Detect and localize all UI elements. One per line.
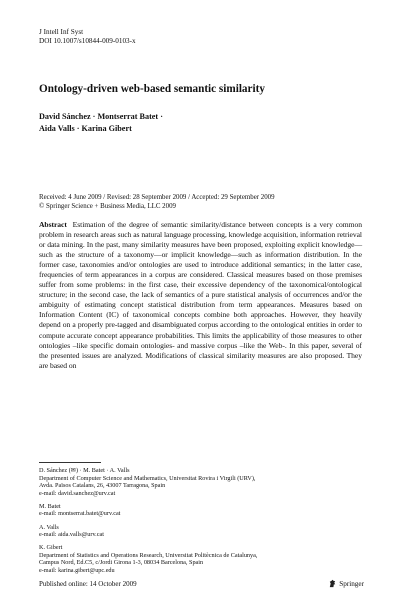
springer-horse-icon <box>328 579 337 588</box>
author-list <box>39 111 163 135</box>
affiliation-names: K. Gibert <box>39 544 63 552</box>
author-line-2: Aida Valls · Karina Gibert <box>39 124 132 133</box>
published-online: Published online: 14 October 2009 <box>39 580 137 588</box>
affiliation-email[interactable]: e-mail: aida.valls@urv.cat <box>39 531 104 539</box>
abstract-label: Abstract <box>39 220 67 229</box>
publication-history <box>39 193 275 211</box>
abstract <box>39 220 362 371</box>
affiliation-block <box>39 467 364 497</box>
affiliation-block <box>39 503 364 518</box>
copyright-notice: © Springer Science + Business Media, LLC 2009 <box>39 203 176 210</box>
footnote-rule <box>39 462 101 463</box>
affiliation-line: Department of Statistics and Operations Research, Universitat Politècnica de Catalunya, <box>39 551 258 559</box>
history-dates: Received: 4 June 2009 / Revised: 28 September 2009 / Accepted: 29 September 2009 <box>39 194 275 201</box>
journal-name: J Intell Inf Syst <box>39 28 84 36</box>
affiliation-names: A. Valls <box>39 523 59 531</box>
author-line-1: David Sánchez · Montserrat Batet · <box>39 112 163 121</box>
affiliation-names: D. Sánchez (✉) · M. Batet · A. Valls <box>39 467 130 474</box>
journal-doi: DOI 10.1007/s10844-009-0103-x <box>39 37 136 45</box>
affiliation-line: Department of Computer Science and Mathematics, Universitat Rovira i Virgili (URV), <box>39 474 256 482</box>
journal-header <box>39 28 136 46</box>
affiliations <box>39 467 364 580</box>
affiliation-email[interactable]: e-mail: montserrat.batet@urv.cat <box>39 510 121 518</box>
affiliation-line: Avda. Països Catalans, 26, 43007 Tarragona, Spain <box>39 482 166 490</box>
publisher-mark <box>328 579 364 588</box>
affiliation-block <box>39 524 364 539</box>
affiliation-names: M. Batet <box>39 502 61 510</box>
affiliation-email[interactable]: e-mail: karina.gibert@upc.edu <box>39 567 115 575</box>
affiliation-email[interactable]: e-mail: david.sanchez@urv.cat <box>39 489 116 497</box>
paper-title: Ontology-driven web-based semantic similarity <box>39 83 265 95</box>
affiliation-block <box>39 544 364 574</box>
affiliation-line: Campus Nord, Ed.C5, c/Jordi Girona 1-3, 08034 Barcelona, Spain <box>39 559 204 567</box>
publisher-name: Springer <box>339 579 364 588</box>
abstract-text: Estimation of the degree of semantic similarity/distance between concepts is a very common problem in research areas such as natural language processing, knowledge acquisition, information retrieval or data mining. In the past, many similarity measures have been proposed, exploiting explicit knowledge—such as the structure of a taxonomy—or implicit knowledge—such as information distribution. In the former case, taxonomies and/or ontologies are used to introduce additional semantics; in the latter case, frequencies of term appearances in a corpus are considered. Classical measures based on those premises suffer from some problems: in the first case, their excessive dependency of the taxonomical/ontological structure; in the second case, the lack of semantics of a pure statistical analysis of occurrences and/or the ambiguity of estimating concept statistical distribution from term appearances. Measures based on Information Content (IC) of taxonomical concepts combine both approaches. However, they heavily depend on a properly pre-tagged and disambiguated corpus according to the ontological entities in order to compute accurate concept appearance probabilities. This limits the applicability of those measures to other ontologies –like specific domain ontologies- and massive corpus –like the Web-. In this paper, several of the presented issues are analyzed. Modifications of classical similarity measures are also proposed. They are based on <box>39 220 362 370</box>
